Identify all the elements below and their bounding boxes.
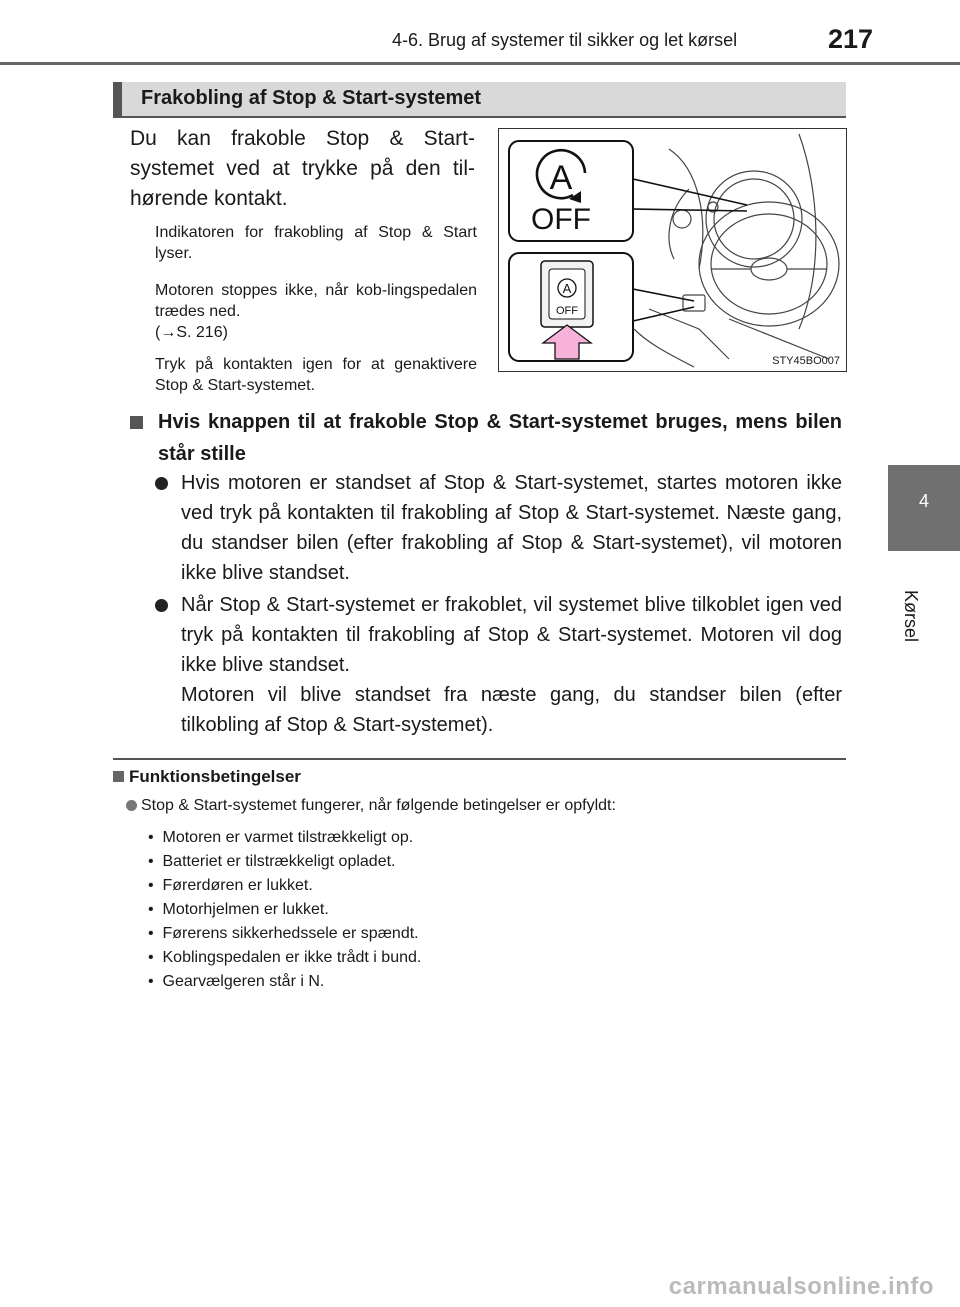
- note-reactivate: Tryk på kontakten igen for at genaktivere Stop & Start-systemet.: [155, 356, 477, 394]
- heading-square-marker: [113, 771, 124, 782]
- note-reference: (→S. 216): [155, 324, 228, 341]
- list-item: • Førerens sikkerhedssele er spændt.: [148, 925, 419, 942]
- bullet-dot: [155, 477, 168, 490]
- page-number: 217: [828, 24, 874, 54]
- svg-text:OFF: OFF: [531, 203, 591, 236]
- svg-text:A: A: [562, 281, 572, 296]
- section-title-bar: [113, 82, 846, 116]
- list-item: • Førerdøren er lukket.: [148, 877, 313, 894]
- section-rule: [113, 116, 846, 118]
- bullet-dot: [155, 599, 168, 612]
- list-item: • Gearvælgeren står i N.: [148, 973, 325, 990]
- section-title: Frakobling af Stop & Start-systemet: [141, 87, 482, 109]
- chapter-tab[interactable]: [888, 465, 960, 551]
- dashboard-drawing: [499, 129, 846, 371]
- intro-paragraph: Du kan frakoble Stop & Start-systemet ved at trykke på den til-hørende kontakt.: [130, 127, 475, 210]
- conditions-heading: Funktionsbetingelser: [113, 767, 301, 787]
- figure-code: STY45BO007: [772, 355, 840, 367]
- watermark: carmanualsonline.info: [668, 1273, 934, 1300]
- heading-square-marker: [130, 416, 143, 429]
- section-marker: [113, 82, 122, 116]
- chapter-tab-number: 4: [918, 491, 929, 511]
- svg-text:A: A: [549, 159, 573, 197]
- list-item: • Batteriet er tilstrækkeligt opladet.: [148, 853, 396, 870]
- bullet-dot: [126, 800, 137, 811]
- list-item: • Motorhjelmen er lukket.: [148, 901, 329, 918]
- chapter-title: 4-6. Brug af systemer til sikker og let kørsel: [392, 30, 738, 50]
- list-item: • Motoren er varmet tilstrækkeligt op.: [148, 829, 414, 846]
- list-item: • Koblingspedalen er ikke trådt i bund.: [148, 949, 422, 966]
- note-indicator: Indikatoren for frakobling af Stop & Start lyser.: [155, 224, 477, 262]
- header-rule: [0, 62, 960, 65]
- svg-text:OFF: OFF: [556, 305, 578, 317]
- dashboard-illustration: [498, 128, 847, 372]
- chapter-tab-label: Kørsel: [901, 590, 921, 643]
- section-divider: [113, 758, 846, 760]
- note-clutch: Motoren stoppes ikke, når kob-lingspedalen trædes ned.: [155, 282, 477, 320]
- conditions-list: [148, 826, 421, 994]
- conditions-intro: Stop & Start-systemet fungerer, når følgende betingelser er opfyldt:: [126, 797, 616, 815]
